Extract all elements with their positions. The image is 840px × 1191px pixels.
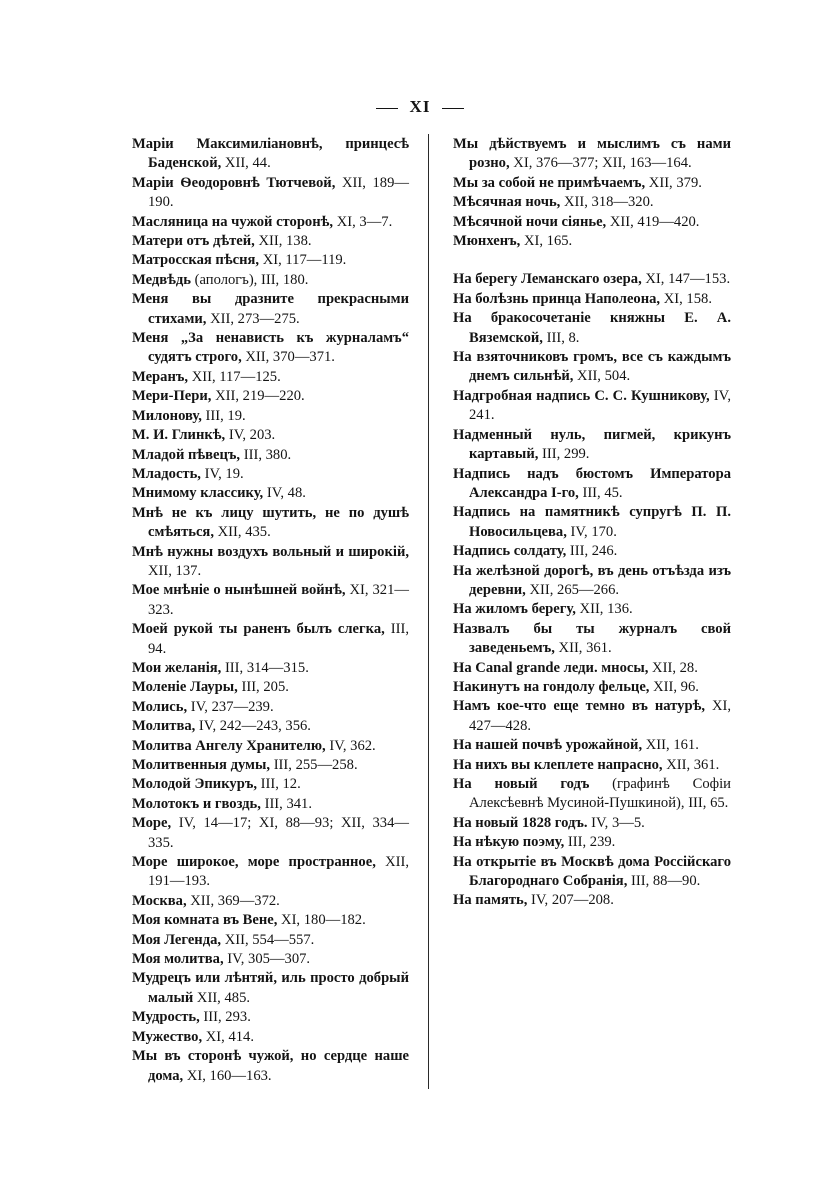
entry-reference: XII, 136. <box>575 601 633 618</box>
entry-reference: III, 341. <box>260 795 313 812</box>
index-entry <box>453 174 731 193</box>
entry-reference: XI, 321—323. <box>148 582 409 618</box>
index-entry <box>132 737 409 756</box>
index-column-left <box>132 135 409 1086</box>
index-entry <box>453 697 731 736</box>
index-column-right <box>453 135 731 911</box>
entry-reference: III, 205. <box>237 679 289 696</box>
entry-reference: XII, 137. <box>148 562 202 579</box>
index-entry <box>453 348 731 387</box>
index-entry <box>453 814 731 833</box>
entry-reference: XII, 419—420. <box>606 213 700 230</box>
entry-reference: XI, 427—428. <box>469 698 731 734</box>
entry-reference: XII, 219—220. <box>211 388 305 405</box>
index-entry <box>132 329 409 368</box>
index-entry <box>453 833 731 852</box>
entry-title: Мѣсячная ночь, <box>453 194 561 211</box>
header-dash-right <box>442 108 464 109</box>
entry-reference: XII, 318—320. <box>560 194 654 211</box>
index-entry <box>453 678 731 697</box>
entry-title: На открытiе въ Москвѣ дома Россiйскаго Благороднаго Собранiя, <box>453 853 731 890</box>
section-gap <box>453 251 731 270</box>
entry-title: Марiи Ѳеодоровнѣ Тютчевой, <box>132 174 336 191</box>
index-entry <box>132 251 409 270</box>
entry-title: На берегу Леманскаго озера, <box>453 271 642 288</box>
index-entry <box>132 892 409 911</box>
entry-title: Море широкое, море пространное, <box>132 854 376 871</box>
entry-title: На бракосочетанiе княжны Е. А. Вяземской, <box>453 310 731 346</box>
index-entry <box>453 853 731 892</box>
entry-title: Матери отъ дѣтей, <box>132 233 255 250</box>
index-entry <box>453 387 731 426</box>
entry-title: Надпись солдату, <box>453 543 567 560</box>
index-entry <box>453 232 731 251</box>
entry-title: Мы за собой не примѣчаемъ, <box>453 174 646 191</box>
index-entry <box>132 387 409 406</box>
entry-title: Матросская пѣсня, <box>132 252 260 269</box>
index-entry <box>453 465 731 504</box>
entry-reference: XII, 191—193. <box>148 854 409 890</box>
entry-reference: IV, 19. <box>200 465 244 482</box>
entry-title: Меранъ, <box>132 368 189 385</box>
entry-reference: IV, 241. <box>469 387 731 424</box>
entry-title: Мы дѣйствуемъ и мыслимъ съ нами розно, <box>453 136 731 172</box>
entry-reference: IV, 237—239. <box>187 698 274 715</box>
entry-reference: XII, 117—125. <box>188 368 281 385</box>
index-entry <box>132 620 409 659</box>
entry-reference: XII, 369—372. <box>186 892 280 909</box>
entry-reference: IV, 305—307. <box>223 951 311 968</box>
entry-reference: III, 255—258. <box>270 757 358 773</box>
entry-title: Марiи Максимилiановнѣ, принцесѣ Баденской, <box>132 136 409 172</box>
entry-reference: IV, 170. <box>566 523 617 540</box>
entry-title: Моя Легенда, <box>132 931 222 948</box>
index-entry <box>132 1008 409 1027</box>
entry-title: Надменный нуль, пигмей, крикунъ картавый, <box>453 426 731 463</box>
entry-title: Младость, <box>132 465 201 482</box>
entry-reference: XII, 361. <box>554 640 612 657</box>
entry-reference: XII, 504. <box>573 368 631 385</box>
entry-reference: III, 380. <box>240 446 292 463</box>
entry-reference: III, 88—90. <box>627 873 701 890</box>
entry-reference: XI, 117—119. <box>259 252 347 269</box>
index-entry <box>453 135 731 174</box>
entry-title: Меня вы дразните прекрасными стихами, <box>132 291 409 327</box>
entry-title: Молись, <box>132 698 188 715</box>
entry-reference: III, 12. <box>256 776 301 793</box>
page-header <box>0 97 840 117</box>
entry-title: Надгробная надпись С. С. Кушникову, <box>453 387 710 404</box>
index-entry <box>453 213 731 232</box>
index-entry <box>132 853 409 892</box>
index-entry <box>132 814 409 853</box>
entry-title: Мнѣ нужны воздухъ вольный и широкiй, <box>132 543 409 560</box>
entry-title: Мери-Пери, <box>132 388 212 405</box>
index-entry <box>132 775 409 794</box>
index-entry <box>453 426 731 465</box>
entry-title: На новый 1828 годъ. <box>453 814 588 831</box>
entry-reference: XII, 28. <box>648 659 698 676</box>
entry-reference: IV, 3—5. <box>587 814 645 831</box>
entry-reference: XI, 3—7. <box>333 213 393 230</box>
index-entry <box>132 135 409 174</box>
entry-title: Надпись надъ бюстомъ Императора Александра I-го, <box>453 465 731 501</box>
index-entry <box>132 911 409 930</box>
entry-title: Молодой Эпикуръ, <box>132 776 257 793</box>
entry-reference: IV, 48. <box>263 485 306 502</box>
entry-reference: XII, 189—190. <box>148 174 409 211</box>
header-dash-left <box>376 108 398 109</box>
entry-title: Мнѣ не къ лицу шутить, не по душѣ смѣяться, <box>132 504 409 541</box>
entry-reference: XII, 96. <box>649 678 699 695</box>
index-entry <box>453 620 731 659</box>
entry-reference: XII, 379. <box>645 174 702 191</box>
entry-title: Накинутъ на гондолу фельце, <box>453 678 650 695</box>
entry-reference: XI, 376—377; XII, 163—164. <box>509 155 692 172</box>
index-entry <box>132 678 409 697</box>
index-entry <box>132 931 409 950</box>
index-entry <box>132 659 409 678</box>
entry-title: Назвалъ бы ты журналъ свой заведеньемъ, <box>453 620 731 657</box>
entry-reference: III, 246. <box>566 543 618 560</box>
entry-reference: IV, 242—243, 356. <box>195 718 311 735</box>
entry-title: Мудрецъ или лѣнтяй, иль просто добрый малый <box>132 970 409 1006</box>
index-entry <box>453 736 731 755</box>
entry-title: Мудрость, <box>132 1009 200 1026</box>
index-entry <box>453 503 731 542</box>
entry-title: Мои желанiя, <box>132 659 222 676</box>
index-entry <box>132 407 409 426</box>
index-entry <box>132 581 409 620</box>
entry-title: Меня „За ненависть къ журналамъ“ судятъ строго, <box>132 330 409 366</box>
index-entry <box>453 659 731 678</box>
entry-title: Море, <box>132 815 172 832</box>
index-entry <box>132 446 409 465</box>
index-entry <box>132 950 409 969</box>
index-entry <box>132 717 409 736</box>
entry-reference: XII, 273—275. <box>206 310 300 327</box>
entry-title: Масляница на чужой сторонѣ, <box>132 213 334 230</box>
entry-title: Мнимому классику, <box>132 485 264 502</box>
entry-reference: XI, 158. <box>660 290 712 307</box>
entry-title: Медвѣдь <box>132 271 191 288</box>
index-entry <box>453 270 731 289</box>
entry-title: Младой пѣвецъ, <box>132 446 241 463</box>
index-entry <box>453 756 731 775</box>
index-entry <box>132 543 409 582</box>
index-entry <box>132 795 409 814</box>
index-entry <box>132 756 409 775</box>
index-entry <box>132 174 409 213</box>
entry-reference: III, 239. <box>564 834 616 851</box>
entry-reference: XII, 370—371. <box>241 349 335 366</box>
entry-title: На Canal grande леди. мноcы, <box>453 659 649 676</box>
index-entry <box>132 290 409 329</box>
index-entry <box>132 465 409 484</box>
index-entry <box>132 271 409 290</box>
entry-reference: XI, 180—182. <box>277 912 366 929</box>
index-entry <box>453 309 731 348</box>
entry-reference: III, 314—315. <box>221 659 309 676</box>
entry-reference: III, 45. <box>578 484 623 501</box>
entry-title: На желѣзной дорогѣ, въ день отъѣзда изъ деревни, <box>453 562 731 598</box>
entry-title: На нашей почвѣ урожайной, <box>453 737 643 754</box>
entry-reference: XII, 138. <box>254 233 312 250</box>
entry-title: М. И. Глинкѣ, <box>132 427 226 444</box>
entry-reference: IV, 203. <box>225 427 276 444</box>
index-entry <box>132 698 409 717</box>
entry-reference: III, 94. <box>148 621 409 657</box>
index-entry <box>132 504 409 543</box>
entry-title: Надпись на памятникѣ супругѣ П. П. Новосильцева, <box>453 504 731 540</box>
entry-title: На нѣкую поэму, <box>453 834 565 851</box>
entry-title: На нихъ вы клеплете напрасно, <box>453 756 663 773</box>
entry-reference: XI, 147—153. <box>641 271 731 288</box>
entry-title: Мужество, <box>132 1028 203 1045</box>
index-entry <box>453 600 731 619</box>
entry-title: Моя молитва, <box>132 951 224 968</box>
entry-title: Моленiе Лауры, <box>132 679 238 696</box>
entry-reference: XI, 414. <box>202 1028 254 1045</box>
entry-reference: IV, 362. <box>325 737 376 754</box>
entry-reference: (графинѣ Софiи Алексѣевнѣ Мусиной-Пушкиной), III, 65. <box>469 776 731 812</box>
entry-title: Мы въ сторонѣ чужой, но сердце наше дома, <box>132 1048 409 1084</box>
entry-title: Моей рукой ты раненъ былъ слегка, <box>132 621 385 638</box>
entry-title: На новый годъ <box>453 776 590 792</box>
entry-title: На память, <box>453 892 528 909</box>
entry-title: Мое мнѣнiе о нынѣшней войнѣ, <box>132 582 346 599</box>
entry-reference: XII, 435. <box>213 524 271 541</box>
index-entry <box>132 1047 409 1086</box>
index-entry <box>132 426 409 445</box>
entry-reference: III, 19. <box>201 407 246 424</box>
column-divider <box>428 134 429 1089</box>
entry-reference: XII, 265—266. <box>525 581 620 598</box>
entry-title: Молотокъ и гвоздь, <box>132 795 261 812</box>
entry-title: На болѣзнь принца Наполеона, <box>453 290 661 307</box>
entry-title: Молитвенныя думы, <box>132 757 271 773</box>
entry-title: На жиломъ берегу, <box>453 601 576 618</box>
entry-reference: III, 299. <box>538 446 590 463</box>
index-entry <box>453 290 731 309</box>
entry-reference: XI, 165. <box>520 233 573 250</box>
entry-reference: XII, 485. <box>193 989 251 1006</box>
entry-reference: IV, 14—17; XI, 88—93; XII, 334—335. <box>148 815 409 851</box>
entry-title: На взяточниковъ громъ, все съ каждымъ днемъ сильнѣй, <box>453 349 731 385</box>
entry-reference: XII, 44. <box>221 155 271 172</box>
entry-title: Милонову, <box>132 407 202 424</box>
entry-reference: XII, 554—557. <box>221 931 315 948</box>
entry-reference: XII, 161. <box>642 737 699 754</box>
entry-title: Москва, <box>132 892 187 909</box>
index-entry <box>453 891 731 910</box>
entry-reference: XI, 160—163. <box>183 1067 272 1084</box>
index-entry <box>132 969 409 1008</box>
entry-title: Молитва, <box>132 718 196 735</box>
index-entry <box>132 484 409 503</box>
entry-reference: III, 293. <box>199 1009 251 1026</box>
index-entry <box>132 213 409 232</box>
entry-reference: XII, 361. <box>662 756 720 773</box>
entry-title: Намъ кое-что еще темно въ натурѣ, <box>453 698 705 715</box>
entry-title: Мѣсячной ночи сiянье, <box>453 213 607 230</box>
index-entry <box>132 232 409 251</box>
index-entry <box>453 193 731 212</box>
entry-reference: III, 8. <box>542 329 580 346</box>
entry-title: Молитва Ангелу Хранителю, <box>132 737 326 754</box>
index-entry <box>132 368 409 387</box>
index-entry <box>132 1028 409 1047</box>
entry-title: Моя комната въ Вене, <box>132 912 278 929</box>
entry-reference: (апологъ), III, 180. <box>191 271 309 288</box>
entry-reference: IV, 207—208. <box>527 892 614 909</box>
index-entry <box>453 542 731 561</box>
page-number: XI <box>409 97 431 116</box>
index-entry <box>453 775 731 814</box>
entry-title: Мюнхенъ, <box>453 233 521 250</box>
index-entry <box>453 562 731 601</box>
